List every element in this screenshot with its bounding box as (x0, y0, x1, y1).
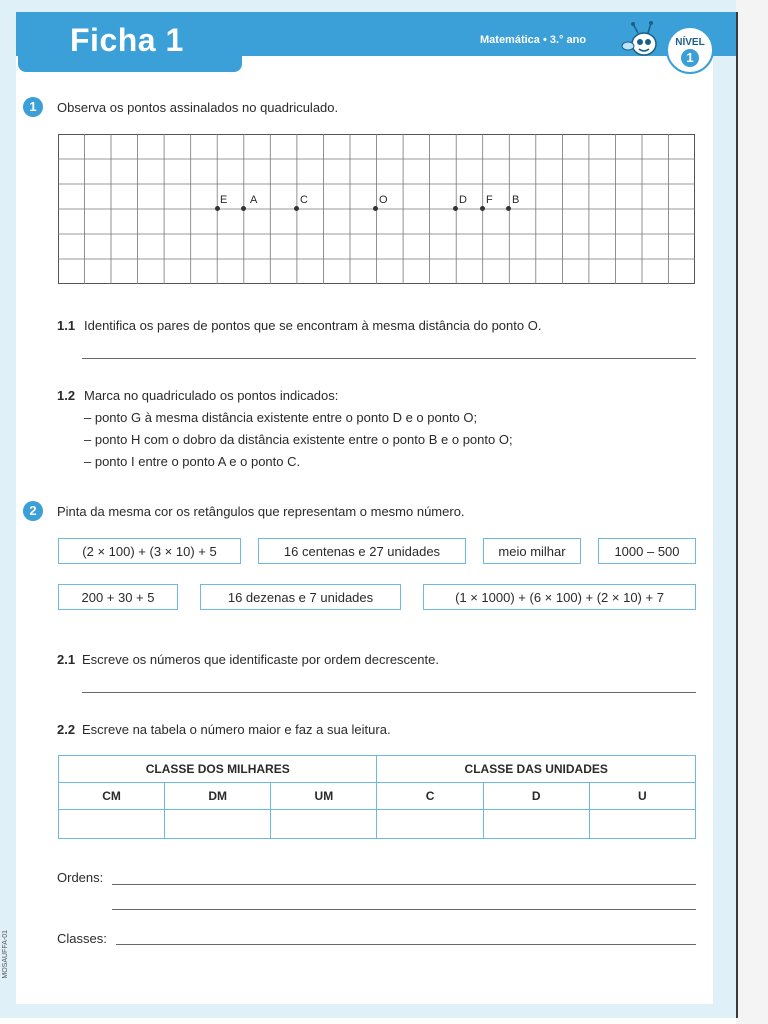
point-label-c: C (300, 194, 308, 206)
subquestion-1-2-item-h: – ponto H com o dobro da distância existente entre o ponto B e o ponto O; (84, 432, 513, 447)
question-1-prompt: Observa os pontos assinalados no quadriculado. (57, 100, 339, 115)
subquestion-1-2-item-i: – ponto I entre o ponto A e o ponto C. (84, 454, 301, 469)
point-a-dot (241, 206, 246, 211)
subject-label: Matemática • 3.° ano (480, 34, 587, 46)
subquestion-2-2-text: Escreve na tabela o número maior e faz a sua leitura. (82, 722, 391, 737)
point-label-b: B (512, 194, 520, 206)
question-1-number: 1 (23, 97, 43, 117)
page-edge (736, 0, 768, 1024)
subquestion-1-2-item-g: – ponto G à mesma distância existente entre o ponto D e o ponto O; (84, 410, 478, 425)
answer-cell-dm[interactable] (165, 810, 271, 839)
place-value-table (58, 755, 696, 839)
page-edge-line (736, 12, 738, 1018)
level-label: NÍVEL (675, 37, 705, 48)
point-e-dot (215, 206, 220, 211)
answer-cell-d[interactable] (483, 810, 589, 839)
answer-line-ordens-2[interactable] (112, 909, 696, 910)
number-box-3[interactable]: meio milhar (483, 538, 581, 564)
number-box-2[interactable]: 16 centenas e 27 unidades (258, 538, 466, 564)
point-b-dot (506, 206, 511, 211)
column-header-um: UM (271, 783, 377, 810)
point-o-dot (373, 206, 378, 211)
subquestion-1-1-number: 1.1 (57, 318, 76, 333)
class-header-unidades: CLASSE DAS UNIDADES (377, 756, 696, 783)
side-code: MOSAUFFA-01 (2, 930, 9, 979)
point-label-o: O (379, 194, 388, 206)
answer-cell-um[interactable] (271, 810, 377, 839)
bee-mascot-icon (620, 20, 664, 60)
answer-cell-c[interactable] (377, 810, 483, 839)
question-2-prompt: Pinta da mesma cor os retângulos que representam o mesmo número. (57, 504, 465, 519)
point-c-dot (294, 206, 299, 211)
answer-cell-cm[interactable] (59, 810, 165, 839)
point-label-d: D (459, 194, 467, 206)
subquestion-1-2-text: Marca no quadriculado os pontos indicados: (84, 388, 339, 403)
class-header-milhares: CLASSE DOS MILHARES (59, 756, 377, 783)
answer-line-ordens-1[interactable] (112, 884, 696, 885)
answer-line-classes[interactable] (116, 944, 696, 945)
question-2-number: 2 (23, 501, 43, 521)
column-header-u: U (589, 783, 695, 810)
classes-label: Classes: (57, 931, 107, 946)
column-header-dm: DM (165, 783, 271, 810)
answer-line-2-1[interactable] (82, 692, 696, 693)
subquestion-1-1-text: Identifica os pares de pontos que se encontram à mesma distância do ponto O. (84, 318, 542, 333)
number-box-6[interactable]: 16 dezenas e 7 unidades (200, 584, 401, 610)
point-label-f: F (486, 194, 493, 206)
subquestion-2-2-number: 2.2 (57, 722, 76, 737)
point-d-dot (453, 206, 458, 211)
ordens-label: Ordens: (57, 870, 104, 885)
subquestion-1-2-number: 1.2 (57, 388, 76, 403)
column-header-c: C (377, 783, 483, 810)
worksheet-title: Ficha 1 (70, 22, 184, 58)
column-header-d: D (483, 783, 589, 810)
number-box-4[interactable]: 1000 – 500 (598, 538, 696, 564)
level-number: 1 (681, 49, 699, 67)
number-box-7[interactable]: (1 × 1000) + (6 × 100) + (2 × 10) + 7 (423, 584, 696, 610)
point-label-e: E (220, 194, 228, 206)
point-label-a: A (250, 194, 258, 206)
level-badge (666, 26, 714, 74)
answer-cell-u[interactable] (589, 810, 695, 839)
number-box-5[interactable]: 200 + 30 + 5 (58, 584, 178, 610)
point-f-dot (480, 206, 485, 211)
answer-line-1-1[interactable] (82, 358, 696, 359)
subquestion-2-1-text: Escreve os números que identificaste por ordem decrescente. (82, 652, 439, 667)
subquestion-2-1-number: 2.1 (57, 652, 76, 667)
column-header-cm: CM (59, 783, 165, 810)
number-box-1[interactable]: (2 × 100) + (3 × 10) + 5 (58, 538, 241, 564)
